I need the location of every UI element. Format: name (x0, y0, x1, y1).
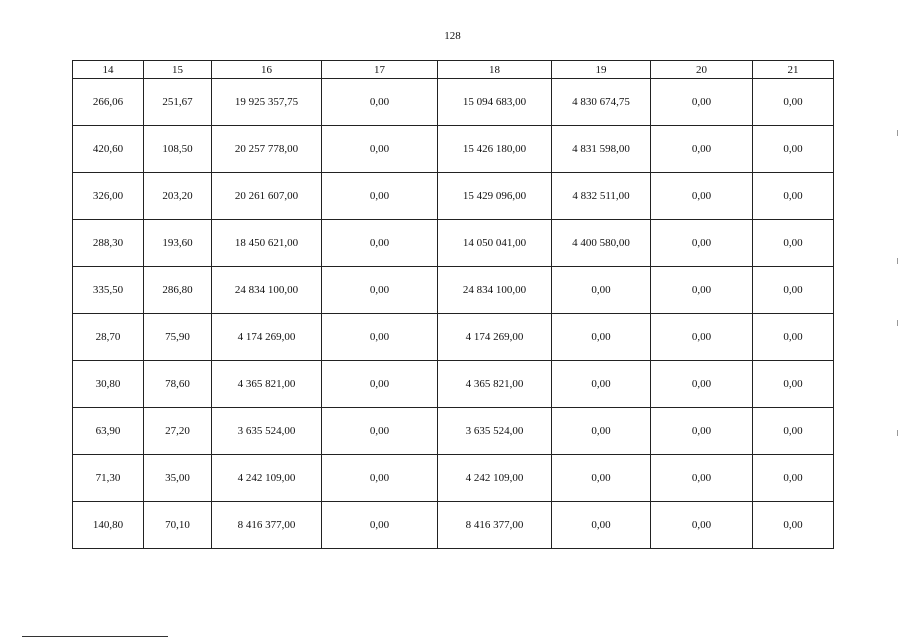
table-cell: 0,00 (322, 173, 438, 220)
table-cell: 0,00 (651, 126, 753, 173)
table-cell: 335,50 (73, 267, 144, 314)
table-cell: 0,00 (552, 267, 651, 314)
table-row (73, 267, 834, 314)
table-cell: 20 261 607,00 (212, 173, 322, 220)
table-cell: 193,60 (144, 220, 212, 267)
table-cell: 0,00 (552, 455, 651, 502)
edge-mark (897, 430, 898, 436)
table-cell: 4 242 109,00 (438, 455, 552, 502)
column-header: 14 (73, 61, 144, 79)
table-cell: 0,00 (552, 408, 651, 455)
table-row (73, 220, 834, 267)
table-cell: 0,00 (322, 126, 438, 173)
table-cell: 19 925 357,75 (212, 79, 322, 126)
table-cell: 30,80 (73, 361, 144, 408)
table-cell: 78,60 (144, 361, 212, 408)
table-cell: 4 832 511,00 (552, 173, 651, 220)
table-row (73, 455, 834, 502)
table-cell: 4 365 821,00 (438, 361, 552, 408)
table-cell: 4 365 821,00 (212, 361, 322, 408)
table-cell: 0,00 (753, 79, 834, 126)
table-cell: 0,00 (322, 502, 438, 549)
footnote-rule (22, 636, 168, 637)
table-cell: 0,00 (651, 220, 753, 267)
table-cell: 0,00 (552, 314, 651, 361)
table-cell: 140,80 (73, 502, 144, 549)
table-cell: 14 050 041,00 (438, 220, 552, 267)
table-row (73, 361, 834, 408)
table-cell: 286,80 (144, 267, 212, 314)
table-cell: 4 174 269,00 (438, 314, 552, 361)
table-cell: 0,00 (322, 455, 438, 502)
table-cell: 8 416 377,00 (438, 502, 552, 549)
table-row (73, 502, 834, 549)
edge-mark (897, 130, 898, 136)
table-cell: 251,67 (144, 79, 212, 126)
table-cell: 70,10 (144, 502, 212, 549)
table-cell: 0,00 (753, 502, 834, 549)
table-cell: 4 242 109,00 (212, 455, 322, 502)
column-header: 16 (212, 61, 322, 79)
column-header: 18 (438, 61, 552, 79)
table-cell: 4 174 269,00 (212, 314, 322, 361)
table-cell: 0,00 (651, 455, 753, 502)
table-cell: 203,20 (144, 173, 212, 220)
table-cell: 0,00 (651, 314, 753, 361)
table-row (73, 314, 834, 361)
table-cell: 0,00 (322, 408, 438, 455)
table-cell: 0,00 (322, 220, 438, 267)
table-cell: 0,00 (322, 361, 438, 408)
table-row (73, 126, 834, 173)
table-cell: 0,00 (753, 314, 834, 361)
table-cell: 4 830 674,75 (552, 79, 651, 126)
column-header: 19 (552, 61, 651, 79)
table-cell: 326,00 (73, 173, 144, 220)
table-cell: 0,00 (651, 361, 753, 408)
table-cell: 0,00 (753, 455, 834, 502)
column-header: 15 (144, 61, 212, 79)
table-cell: 0,00 (753, 361, 834, 408)
table-cell: 0,00 (753, 126, 834, 173)
table-cell: 63,90 (73, 408, 144, 455)
table-cell: 0,00 (322, 267, 438, 314)
table-cell: 0,00 (322, 79, 438, 126)
table-cell: 0,00 (651, 79, 753, 126)
table-cell: 0,00 (552, 361, 651, 408)
table-cell: 8 416 377,00 (212, 502, 322, 549)
table-cell: 420,60 (73, 126, 144, 173)
edge-mark (897, 258, 898, 264)
table-row (73, 79, 834, 126)
table-cell: 108,50 (144, 126, 212, 173)
table-cell: 0,00 (753, 220, 834, 267)
table-cell: 0,00 (753, 408, 834, 455)
table-cell: 0,00 (651, 408, 753, 455)
table-cell: 15 429 096,00 (438, 173, 552, 220)
table-cell: 24 834 100,00 (438, 267, 552, 314)
table-cell: 24 834 100,00 (212, 267, 322, 314)
table-cell: 0,00 (651, 173, 753, 220)
table-cell: 4 400 580,00 (552, 220, 651, 267)
table-cell: 35,00 (144, 455, 212, 502)
table-cell: 28,70 (73, 314, 144, 361)
table-cell: 0,00 (651, 502, 753, 549)
table-cell: 0,00 (322, 314, 438, 361)
table-cell: 15 094 683,00 (438, 79, 552, 126)
table-row (73, 173, 834, 220)
table-cell: 3 635 524,00 (212, 408, 322, 455)
table-cell: 27,20 (144, 408, 212, 455)
table-header-row (73, 61, 834, 79)
table-cell: 288,30 (73, 220, 144, 267)
table-cell: 71,30 (73, 455, 144, 502)
table-body (73, 79, 834, 549)
column-header: 21 (753, 61, 834, 79)
table-cell: 3 635 524,00 (438, 408, 552, 455)
table-cell: 75,90 (144, 314, 212, 361)
table-cell: 266,06 (73, 79, 144, 126)
table-cell: 4 831 598,00 (552, 126, 651, 173)
table-cell: 20 257 778,00 (212, 126, 322, 173)
table-cell: 0,00 (753, 267, 834, 314)
table-cell: 0,00 (552, 502, 651, 549)
column-header: 20 (651, 61, 753, 79)
table-cell: 18 450 621,00 (212, 220, 322, 267)
table-row (73, 408, 834, 455)
data-table (72, 60, 834, 549)
table-cell: 0,00 (753, 173, 834, 220)
table-cell: 15 426 180,00 (438, 126, 552, 173)
page-number: 128 (444, 30, 461, 42)
table-cell: 0,00 (651, 267, 753, 314)
edge-mark (897, 320, 898, 326)
column-header: 17 (322, 61, 438, 79)
